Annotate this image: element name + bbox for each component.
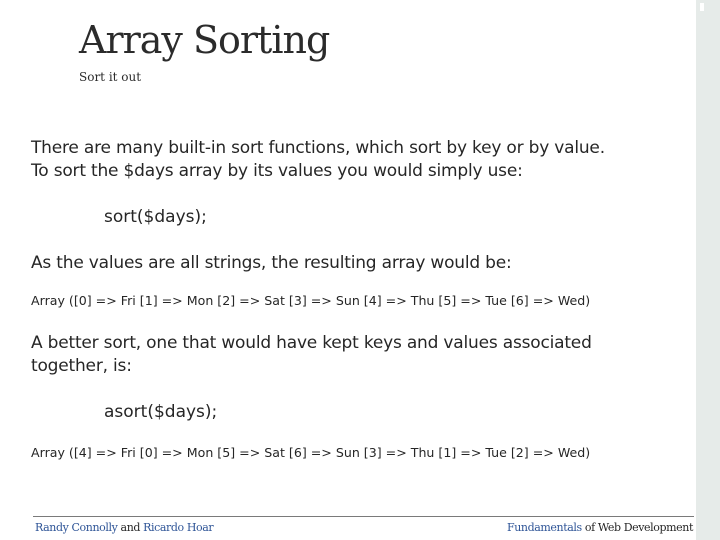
footer-author-1: Randy Connolly: [35, 521, 118, 534]
decorative-side-bar: [696, 0, 720, 540]
footer-author-2: Ricardo Hoar: [143, 521, 214, 534]
intro-line-2: To sort the $days array by its values you would simply use:: [31, 161, 523, 181]
better-sort-line-1: A better sort, one that would have kept keys and values associated: [31, 333, 592, 353]
code-sort: sort($days);: [104, 207, 207, 227]
footer-book-title: [507, 520, 693, 536]
asort-result-array: Array ([4] => Fri [0] => Mon [5] => Sat [6] => Sun [3] => Thu [1] => Tue [2] => Wed): [31, 445, 591, 460]
footer-authors: [35, 520, 213, 536]
result-intro-paragraph: As the values are all strings, the resulting array would be:: [31, 253, 512, 273]
footer-book-part-1: Fundamentals: [506, 521, 582, 534]
footer-book-part-2: of Web Development: [584, 521, 693, 534]
sort-result-array: Array ([0] => Fri [1] => Mon [2] => Sat [3] => Sun [4] => Thu [5] => Tue [6] => Wed): [31, 293, 591, 308]
slide-title: Array Sorting: [79, 18, 330, 62]
corner-mark: [700, 3, 716, 11]
footer-conjunction: and: [120, 521, 141, 534]
intro-line-1: There are many built-in sort functions, which sort by key or by value.: [31, 138, 605, 158]
code-asort: asort($days);: [104, 402, 218, 422]
slide-subtitle: Sort it out: [79, 70, 142, 84]
better-sort-line-2: together, is:: [31, 356, 132, 376]
intro-paragraph: [31, 137, 681, 183]
footer-divider: [33, 516, 694, 517]
better-sort-paragraph: [31, 332, 681, 378]
